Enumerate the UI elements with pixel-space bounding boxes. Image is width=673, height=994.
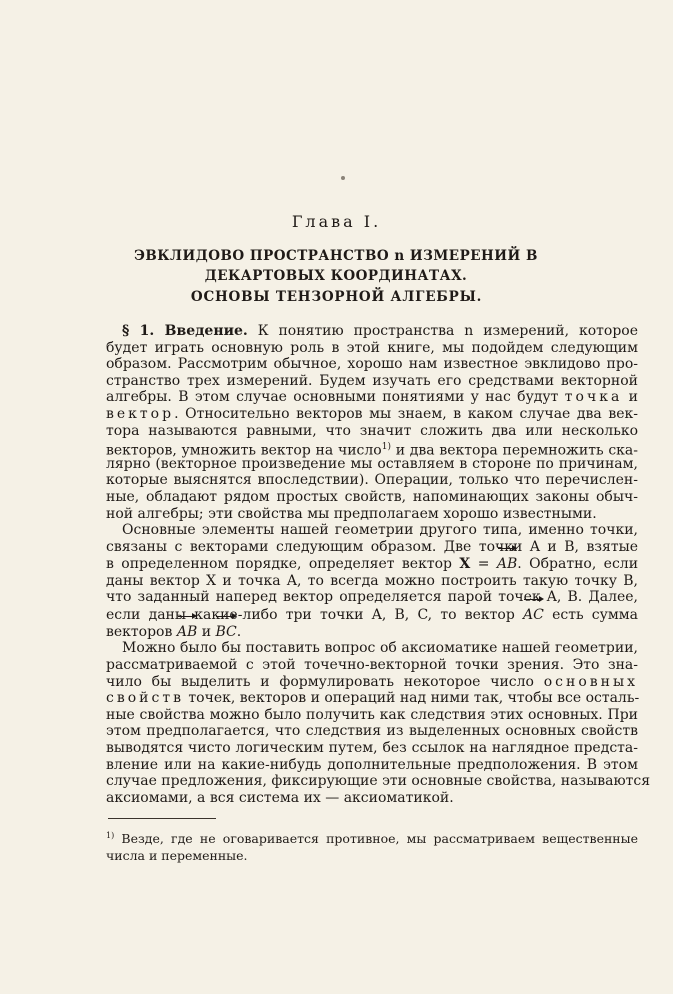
footnote-ref: 1) — [381, 442, 391, 453]
vector-ab: AB — [177, 622, 197, 642]
vector-arrow-icon — [177, 612, 197, 620]
text-line: образом. Рассмотрим обычное, хорошо нам известное эвклидово про- — [106, 356, 638, 373]
text-line: чило бы выделить и формулировать некоторое число основных — [106, 673, 638, 690]
emphasis-term: вектор — [106, 406, 175, 423]
text-line: вление или на какие-нибудь дополнительные предположения. В этом — [106, 756, 638, 773]
page-speck — [341, 176, 345, 180]
vector-arrow-icon — [523, 595, 544, 603]
text-line: ные, обладают рядом простых свойств, напоминающих законы обыч- — [106, 489, 638, 506]
text-line: векторов AB и BC. — [106, 622, 638, 642]
chapter-subtitle: ОСНОВЫ ТЕНЗОРНОЙ АЛГЕБРЫ. — [190, 289, 483, 305]
text-line: будет играть основную роль в этой книге, мы подойдем следующим — [106, 339, 638, 356]
text-line: связаны с векторами следующим образом. Две точки A и B, взятые — [106, 538, 638, 555]
text-line: в определенном порядке, определяет вектор X = AB. Обратно, если — [106, 554, 638, 574]
text-line: этом предполагается, что следствия из выделенных основных свойств — [106, 723, 638, 740]
text-line: Можно было бы поставить вопрос об аксиоматике нашей геометрии, — [122, 640, 638, 657]
text-line: лярно (векторное произведение мы оставляем в стороне по причинам, — [106, 455, 638, 472]
text-line: выводятся чисто логическим путем, без ссылок на наглядное предста- — [106, 739, 638, 756]
vector-arrow-icon — [215, 612, 236, 620]
footnote-rule — [108, 818, 216, 819]
text-line: даны вектор X и точка A, то всегда можно построить такую точку B, — [106, 572, 638, 589]
vector-bc: BC — [215, 622, 236, 642]
section-heading: § 1. Введение. — [122, 323, 248, 339]
text-line: алгебры. В этом случае основными понятиями у нас будут точка и — [106, 389, 638, 406]
text-line: которые выяснятся впоследствии). Операции, только что перечислен- — [106, 472, 638, 489]
text-line: векторов, умножить вектор на число$^{1)}$ и два вектора перемножить ска- — [106, 442, 638, 459]
text-line: ной алгебры; эти свойства мы предполагаем хорошо известными. — [106, 505, 597, 522]
vector-symbol: X — [459, 556, 471, 573]
footnote-line: числа и переменные. — [106, 848, 248, 863]
footnote-line: $^{1)}$ Везде, где не оговаривается противное, мы рассматриваем вещественные — [106, 831, 638, 847]
text-line: свойств точек, векторов и операций над ними так, чтобы все осталь- — [106, 690, 640, 707]
emphasis-term: свойств — [106, 690, 184, 707]
chapter-title: ЭВКЛИДОВО ПРОСТРАНСТВО n ИЗМЕРЕНИЙ В ДЕКАРТОВЫХ КООРДИНАТАХ. — [134, 248, 538, 284]
emphasis-term: основных — [543, 673, 638, 690]
vector-ac: AC — [523, 605, 544, 625]
vector-arrow-icon — [497, 544, 517, 552]
emphasis-term: точка — [564, 389, 623, 406]
text-line: что заданный наперед вектор определяется парой точек A, B. Далее, — [106, 589, 638, 606]
text-line: если даны какие-либо три точки A, B, C, то вектор AC есть сумма — [106, 605, 638, 625]
text-line: тора называются равными, что значит сложить два или несколько — [106, 422, 638, 439]
footnote-mark: 1) — [106, 831, 115, 840]
text-line: ные свойства можно было получить как следствия этих основных. При — [106, 706, 638, 723]
text-line: рассматриваемой с этой точечно-векторной точки зрения. Это зна- — [106, 656, 638, 673]
text-line: § 1. Введение. К понятию пространства n измерений, которое — [122, 323, 638, 339]
vector-ab: AB — [497, 554, 517, 574]
text-line: Основные элементы нашей геометрии другого типа, именно точки, — [122, 522, 638, 539]
text-line: странство трех измерений. Будем изучать его средствами векторной — [106, 372, 638, 389]
chapter-label: Глава I. — [291, 212, 382, 231]
text-line: аксиомами, а вся система их — аксиоматикой. — [106, 789, 454, 806]
text-line: вектор. Относительно векторов мы знаем, в каком случае два век- — [106, 406, 638, 423]
text-line: случае предложения, фиксирующие эти основные свойства, называются — [106, 773, 651, 790]
